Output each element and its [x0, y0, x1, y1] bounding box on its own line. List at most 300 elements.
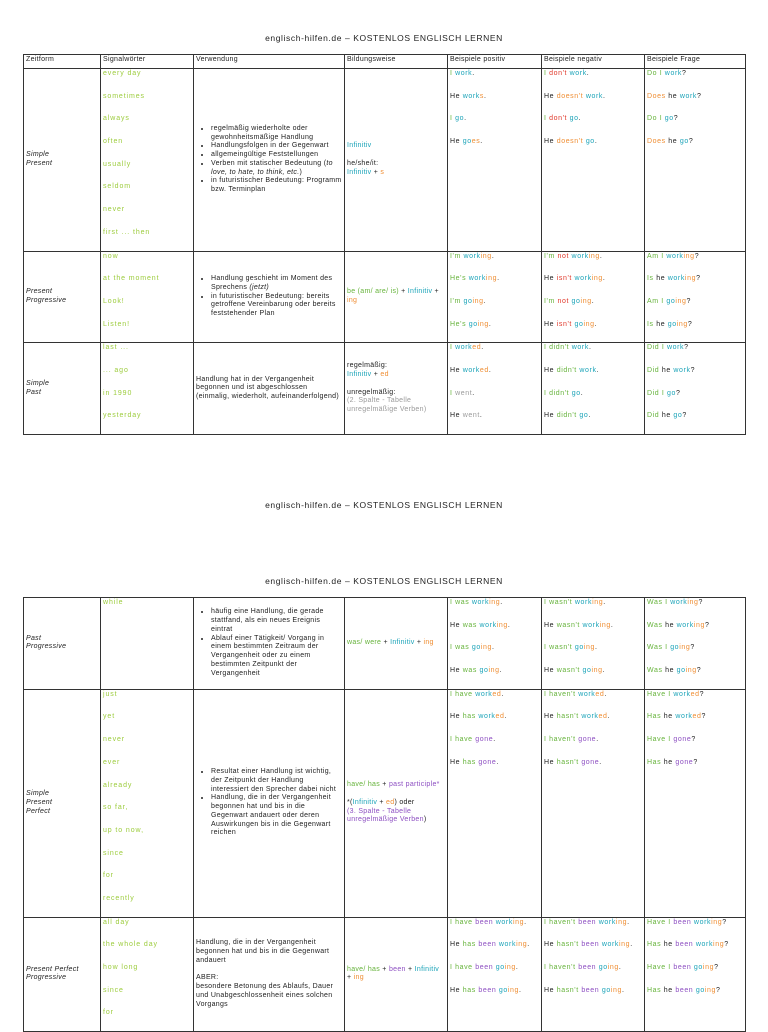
- text-segment: ing: [599, 621, 611, 629]
- text-segment: Have: [647, 918, 669, 926]
- text-segment: .: [496, 758, 499, 766]
- text-segment: go: [679, 138, 689, 146]
- example-positive-cell: [448, 689, 542, 917]
- text-segment: been: [478, 941, 499, 949]
- example-negative: [544, 621, 642, 644]
- text-segment: (am/ are/ is): [357, 288, 399, 296]
- example-question: [647, 343, 743, 366]
- text-segment: don't: [549, 70, 570, 77]
- text-segment: he: [663, 713, 676, 721]
- text-segment: ?: [699, 690, 705, 698]
- text-segment: he: [668, 92, 680, 100]
- text-segment: work: [670, 599, 688, 606]
- example-positive: [450, 411, 539, 434]
- text-segment: .: [488, 366, 492, 374]
- text-segment: .: [480, 138, 483, 146]
- example-negative: [544, 598, 642, 621]
- example-negative: [544, 918, 642, 941]
- text-segment: go: [479, 667, 489, 675]
- text-segment: isn't: [556, 275, 575, 283]
- signal-words-cell: [101, 689, 194, 917]
- text-segment: .: [527, 941, 530, 949]
- table-row: [24, 343, 746, 435]
- text-segment: in futuristischer Bedeutung: bereits getroffene Vereinbarung oder bereits feststehender Plan: [211, 292, 336, 317]
- text-segment: ing: [685, 667, 697, 675]
- text-segment: been: [673, 918, 694, 926]
- text-segment: .: [515, 964, 519, 971]
- text-segment: Am: [647, 297, 662, 305]
- example-positive-cell: [448, 598, 542, 690]
- text-segment: Was: [647, 621, 666, 629]
- text-segment: .: [501, 690, 504, 698]
- text-segment: gone: [673, 736, 692, 744]
- text-segment: was: [455, 599, 472, 606]
- signal-word: always: [103, 115, 130, 123]
- example-positive: [450, 252, 539, 275]
- text-segment: ing: [702, 964, 715, 971]
- text-segment: He: [544, 138, 557, 146]
- text-segment: work: [498, 941, 517, 949]
- text-segment: ing: [580, 297, 592, 305]
- text-segment: go: [574, 320, 584, 328]
- example-question-cell: [645, 598, 746, 690]
- text-segment: .: [602, 275, 606, 283]
- text-segment: in futuristischer Bedeutung: Programm bzw. Terminplan: [211, 177, 342, 193]
- text-segment: ): [423, 816, 427, 824]
- text-segment: I: [668, 690, 674, 698]
- usage-item: [211, 177, 342, 195]
- text-segment: ing: [592, 599, 604, 606]
- text-segment: ing: [472, 297, 484, 305]
- text-segment: ing: [504, 964, 516, 971]
- text-segment: ed: [380, 371, 389, 379]
- formation-line: [347, 397, 445, 415]
- text-segment: gone: [675, 758, 694, 766]
- tense-cell: [24, 689, 101, 917]
- text-segment: he/she/it:: [347, 159, 379, 167]
- usage-paragraph: [196, 376, 342, 402]
- example-negative: [544, 114, 642, 137]
- text-segment: has: [462, 713, 479, 721]
- text-segment: Has: [647, 941, 664, 949]
- usage-item: [211, 142, 342, 151]
- text-segment: wasn't: [549, 644, 575, 652]
- text-segment: doesn't: [556, 92, 586, 100]
- text-segment: Was: [647, 599, 666, 606]
- text-segment: he: [665, 667, 677, 675]
- formation-line: [347, 142, 445, 151]
- text-segment: go: [695, 986, 705, 994]
- text-segment: I: [450, 690, 456, 698]
- text-segment: Handlung geschieht im Moment des Sprechens: [211, 275, 333, 291]
- text-segment: ?: [714, 964, 719, 971]
- example-question: [647, 643, 743, 666]
- text-segment: Infinitiv: [407, 288, 433, 296]
- example-negative: [544, 411, 642, 434]
- text-segment: work: [571, 344, 589, 352]
- tense-name-line: Perfect: [26, 807, 51, 815]
- example-negative-cell: [542, 251, 645, 343]
- text-segment: He: [450, 92, 463, 100]
- text-segment: Does: [647, 92, 669, 100]
- text-segment: work: [666, 252, 684, 260]
- text-segment: ed: [492, 690, 502, 698]
- text-segment: He: [544, 92, 557, 100]
- formation-line: [347, 380, 445, 389]
- text-segment: I: [668, 736, 674, 744]
- table-row: [24, 69, 746, 252]
- example-positive: [450, 69, 539, 92]
- text-segment: ing: [496, 621, 508, 629]
- tense-name-line: Simple: [26, 151, 50, 158]
- text-segment: been: [475, 918, 496, 926]
- formation-line: [347, 389, 445, 398]
- text-segment: +: [371, 168, 381, 176]
- text-segment: (jetzt): [249, 283, 270, 291]
- tense-cell: [24, 917, 101, 1031]
- usage-item: [211, 293, 342, 319]
- text-segment: +: [405, 965, 415, 973]
- text-segment: .: [588, 412, 591, 420]
- text-segment: I: [665, 599, 671, 606]
- usage-list: [196, 125, 342, 195]
- tense-name-line: Progressive: [26, 974, 67, 982]
- text-segment: Has: [647, 713, 664, 721]
- text-segment: ing: [615, 918, 628, 926]
- text-segment: haven't: [549, 964, 579, 971]
- usage-item: [211, 151, 342, 160]
- tense-cell: [24, 343, 101, 435]
- text-segment: ed: [690, 690, 700, 698]
- example-negative: [544, 252, 642, 275]
- text-segment: has: [462, 986, 479, 994]
- text-segment: I'm: [450, 252, 464, 260]
- text-segment: Did: [647, 389, 662, 397]
- tense-name-line: Simple: [26, 790, 50, 798]
- text-segment: ?: [693, 758, 698, 766]
- text-segment: He's: [450, 320, 469, 328]
- text-segment: unregelmäßig:: [347, 388, 396, 396]
- text-segment: ed: [495, 713, 505, 721]
- usage-list: [196, 275, 342, 319]
- example-question: [647, 940, 743, 963]
- text-segment: .: [594, 138, 598, 146]
- text-segment: ?: [686, 297, 691, 305]
- example-positive: [450, 712, 539, 735]
- text-segment: been: [581, 986, 602, 994]
- example-question: [647, 252, 743, 275]
- example-question: [647, 986, 743, 1009]
- example-negative: [544, 389, 642, 412]
- text-segment: Did: [647, 412, 662, 420]
- text-segment: ing: [591, 667, 603, 675]
- text-segment: Did: [647, 366, 662, 374]
- text-segment: .: [591, 297, 595, 305]
- text-segment: Infinitiv: [347, 371, 372, 379]
- text-segment: past participle*: [388, 781, 440, 789]
- text-segment: He: [450, 713, 463, 721]
- text-segment: I: [544, 736, 550, 744]
- text-segment: I: [450, 115, 456, 123]
- text-segment: .: [599, 252, 603, 260]
- text-segment: work: [601, 941, 620, 949]
- usage-item: [211, 608, 342, 634]
- text-segment: I: [668, 964, 674, 971]
- text-segment: ing: [480, 252, 492, 260]
- text-segment: doesn't: [556, 138, 586, 146]
- text-segment: I: [544, 964, 550, 971]
- usage-cell: [194, 251, 345, 343]
- example-positive: [450, 598, 539, 621]
- text-segment: He: [544, 275, 557, 283]
- text-segment: work: [695, 941, 714, 949]
- text-segment: I: [661, 297, 667, 305]
- text-segment: I: [544, 70, 550, 77]
- example-question: [647, 758, 743, 781]
- signal-word: just: [103, 690, 118, 698]
- formation-cell: [345, 917, 448, 1031]
- example-negative: [544, 343, 642, 366]
- text-segment: ing: [489, 599, 501, 606]
- text-segment: He: [450, 621, 463, 629]
- text-segment: Has: [647, 758, 664, 766]
- example-question: [647, 274, 743, 297]
- text-segment: hasn't: [556, 986, 582, 994]
- formation-cell: [345, 251, 448, 343]
- signal-word: now: [103, 252, 119, 260]
- example-question: [647, 963, 743, 986]
- text-segment: He: [544, 941, 557, 949]
- formation-line: [347, 639, 445, 648]
- example-question: [647, 598, 743, 621]
- text-segment: ing: [713, 941, 725, 949]
- text-segment: Do: [647, 70, 660, 77]
- example-positive: [450, 389, 539, 412]
- text-segment: ?: [696, 275, 701, 283]
- usage-paragraph: [196, 974, 342, 983]
- text-segment: wasn't: [549, 599, 575, 606]
- text-segment: have: [455, 690, 476, 698]
- text-segment: ing: [610, 986, 622, 994]
- text-segment: ?: [722, 918, 727, 926]
- text-segment: I: [668, 918, 674, 926]
- tense-name-line: Progressive: [26, 643, 67, 651]
- text-segment: have: [455, 736, 476, 744]
- text-segment: He: [450, 138, 463, 146]
- text-segment: .: [493, 736, 496, 744]
- text-segment: gone: [578, 736, 597, 744]
- text-segment: work: [675, 713, 693, 721]
- text-segment: not: [557, 297, 572, 305]
- text-segment: ing: [679, 644, 691, 652]
- text-segment: He: [450, 758, 463, 766]
- tense-name-line: Past: [26, 388, 42, 396]
- text-segment: go: [582, 667, 592, 675]
- signal-word: usually: [103, 160, 132, 168]
- tense-table-page-1: [23, 54, 746, 435]
- signal-word: recently: [103, 894, 135, 902]
- text-segment: was: [455, 644, 472, 652]
- text-segment: ing: [676, 320, 688, 328]
- text-segment: .: [504, 713, 508, 721]
- formation-cell: [345, 343, 448, 435]
- text-segment: have/ has: [347, 781, 381, 789]
- text-segment: to love, to hate, to think, etc.: [211, 159, 333, 176]
- text-segment: .: [588, 344, 592, 352]
- usage-cell: [194, 598, 345, 690]
- text-segment: He: [450, 986, 463, 994]
- signal-word: for: [103, 1009, 114, 1017]
- text-segment: work: [495, 918, 513, 926]
- example-positive: [450, 92, 539, 115]
- text-segment: I: [544, 644, 550, 652]
- text-segment: go: [579, 412, 589, 420]
- text-segment: work: [664, 70, 682, 77]
- text-segment: haven't: [549, 918, 579, 926]
- tense-name-line: Present: [26, 288, 53, 296]
- text-segment: isn't: [556, 320, 575, 328]
- text-segment: .: [627, 918, 630, 926]
- text-segment: he: [656, 275, 668, 283]
- text-segment: .: [603, 92, 606, 100]
- example-negative: [544, 92, 642, 115]
- text-segment: gone: [475, 736, 494, 744]
- text-segment: ?: [675, 389, 681, 397]
- text-segment: Infinitiv: [352, 798, 378, 806]
- text-segment: .: [607, 713, 611, 721]
- text-segment: I: [450, 736, 456, 744]
- formation-line: [347, 371, 445, 380]
- text-segment: he: [665, 621, 677, 629]
- text-segment: Infinitiv: [414, 965, 440, 973]
- example-positive: [450, 690, 539, 713]
- text-segment: was: [462, 621, 480, 629]
- text-segment: ing: [711, 918, 723, 926]
- formation-cell: [345, 689, 448, 917]
- example-negative: [544, 735, 642, 758]
- example-question: [647, 297, 743, 320]
- example-positive: [450, 758, 539, 781]
- text-segment: I: [661, 252, 667, 260]
- signal-word: the whole day: [103, 941, 158, 949]
- page-header-3: englisch-hilfen.de – KOSTENLOS ENGLISCH LERNEN: [265, 576, 503, 586]
- page-header-2: englisch-hilfen.de – KOSTENLOS ENGLISCH LERNEN: [265, 500, 503, 510]
- example-positive: [450, 940, 539, 963]
- text-segment: work: [478, 713, 496, 721]
- text-segment: .: [497, 275, 500, 283]
- text-segment: been: [675, 986, 696, 994]
- text-segment: Handlungsfolgen in der Gegenwart: [211, 142, 329, 150]
- signal-word: last ...: [103, 344, 129, 352]
- text-segment: s: [479, 92, 484, 100]
- text-segment: work: [679, 92, 698, 100]
- example-positive-cell: [448, 917, 542, 1031]
- table-header-row: [24, 55, 746, 69]
- text-segment: go: [598, 964, 608, 971]
- text-segment: .: [491, 252, 495, 260]
- col-beispiele-frage: Beispiele Frage: [645, 55, 746, 69]
- text-segment: ?: [682, 412, 687, 420]
- signal-word: since: [103, 986, 124, 994]
- example-question-cell: [645, 251, 746, 343]
- text-segment: work: [666, 344, 685, 352]
- text-segment: work: [578, 690, 596, 698]
- table-body-page-2: [24, 598, 746, 1032]
- signal-words-cell: [101, 69, 194, 252]
- text-segment: ?: [691, 736, 696, 744]
- text-segment: ?: [701, 713, 707, 721]
- signal-word: Listen!: [103, 320, 130, 328]
- example-negative: [544, 712, 642, 735]
- text-segment: allgemeingültige Feststellungen: [211, 151, 319, 158]
- formation-cell: [345, 69, 448, 252]
- text-segment: work: [581, 713, 599, 721]
- text-segment: ?: [687, 320, 693, 328]
- text-segment: I: [659, 70, 665, 77]
- signal-word: Look!: [103, 297, 125, 305]
- usage-cell: [194, 917, 345, 1031]
- table-body-page-1: [24, 69, 746, 435]
- text-segment: work: [468, 275, 486, 283]
- text-segment: wasn't: [556, 621, 583, 629]
- text-segment: +: [371, 371, 381, 379]
- example-positive: [450, 621, 539, 644]
- text-segment: He's: [450, 275, 469, 283]
- text-segment: ing: [684, 275, 697, 283]
- formation-line: [347, 790, 445, 799]
- formation-line: [347, 151, 445, 160]
- text-segment: Have: [647, 964, 669, 971]
- text-segment: ?: [696, 667, 702, 675]
- example-negative-cell: [542, 598, 645, 690]
- text-segment: He: [544, 667, 557, 675]
- usage-list: [196, 608, 342, 678]
- text-segment: .: [507, 621, 511, 629]
- text-segment: work: [462, 92, 480, 100]
- text-segment: I'm: [544, 252, 558, 260]
- table-row: [24, 251, 746, 343]
- text-segment: I: [661, 389, 667, 397]
- text-segment: .: [602, 667, 606, 675]
- usage-item: [211, 160, 342, 178]
- signal-words-cell: [101, 343, 194, 435]
- text-segment: work: [582, 621, 600, 629]
- signal-word: since: [103, 849, 124, 857]
- signal-word: every day: [103, 70, 142, 77]
- col-bildungsweise: Bildungsweise: [345, 55, 448, 69]
- text-segment: besondere Betonung des Ablaufs, Dauer und Unabgeschlossenheit eines solchen Vorgangs: [196, 983, 334, 1008]
- example-positive: [450, 735, 539, 758]
- text-segment: was/ were: [347, 639, 382, 646]
- text-segment: I: [450, 599, 456, 606]
- text-segment: ing: [693, 621, 705, 629]
- formation-line: [347, 808, 445, 826]
- text-segment: haven't: [549, 736, 579, 744]
- text-segment: .: [483, 297, 487, 305]
- text-segment: ?: [716, 986, 721, 994]
- text-segment: .: [492, 644, 495, 652]
- text-segment: didn't: [549, 389, 572, 397]
- text-segment: hasn't: [556, 758, 582, 766]
- text-segment: been: [673, 964, 694, 971]
- example-question: [647, 411, 743, 434]
- text-segment: häufig eine Handlung, die gerade stattfand, als ein neues Ereignis eintrat: [211, 608, 324, 633]
- example-positive: [450, 918, 539, 941]
- text-segment: I: [544, 599, 550, 606]
- text-segment: ing: [591, 275, 603, 283]
- text-segment: go: [667, 320, 677, 328]
- signal-word: seldom: [103, 183, 131, 191]
